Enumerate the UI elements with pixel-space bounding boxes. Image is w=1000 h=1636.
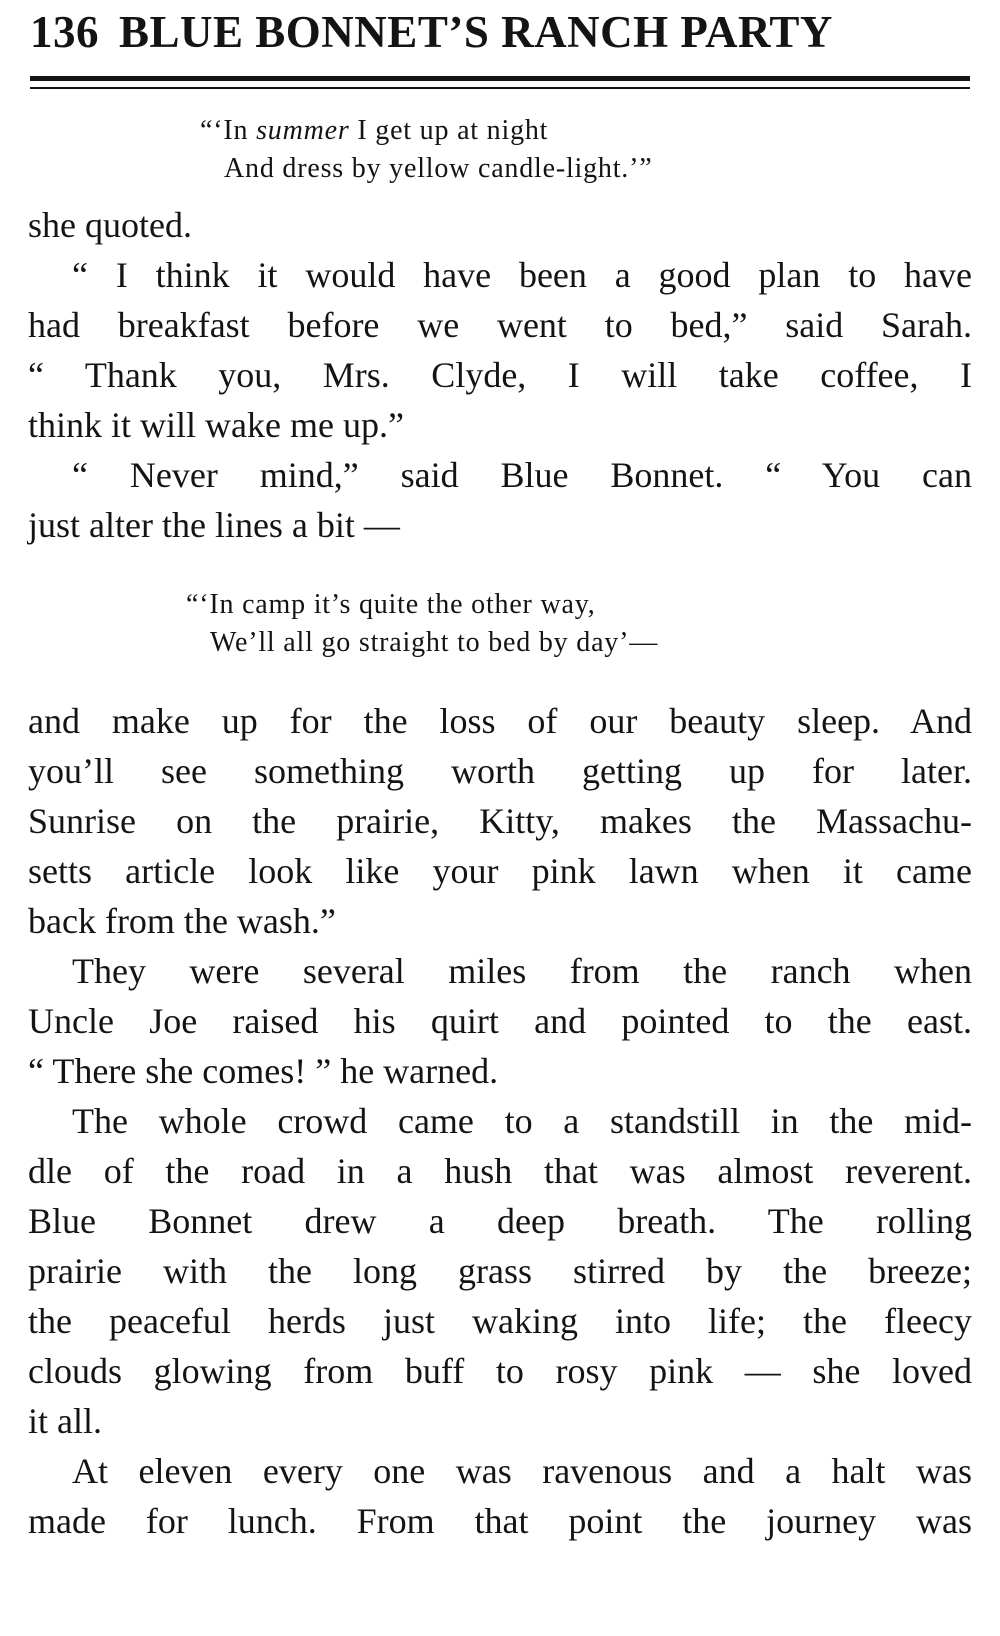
text-line: back from the wash.”: [28, 901, 336, 941]
text-line: Sunrise on the prairie, Kitty, makes the Massachu-: [28, 801, 972, 841]
paragraph-block-1: [28, 200, 972, 550]
text-line: Uncle Joe raised his quirt and pointed to the east.: [28, 1001, 972, 1041]
text-line: clouds glowing from buff to rosy pink — she loved: [28, 1351, 972, 1391]
text-line: setts article look like your pink lawn when it came: [28, 851, 972, 891]
text-line: you’ll see something worth getting up for later.: [28, 751, 972, 791]
text-line: “ There she comes! ” he warned.: [28, 1051, 499, 1091]
page-number: 136: [30, 7, 99, 57]
text-line: the peaceful herds just waking into life; the fleecy: [28, 1301, 972, 1341]
text-line: At eleven every one was ravenous and a halt was: [72, 1451, 972, 1491]
emphasis: summer: [256, 115, 350, 146]
verse-line: “‘In camp it’s quite the other way,: [186, 589, 596, 620]
text-line: “ Thank you, Mrs. Clyde, I will take coffee, I: [28, 355, 972, 395]
header-rule-thick: [30, 76, 970, 81]
verse-line: And dress by yellow candle-light.’”: [224, 153, 653, 184]
verse-quotation-2: [186, 586, 658, 662]
text-line: The whole crowd came to a standstill in the mid-: [72, 1101, 972, 1141]
text-line: had breakfast before we went to bed,” said Sarah.: [28, 305, 972, 345]
text-line: made for lunch. From that point the journey was: [28, 1501, 972, 1541]
running-header: [30, 6, 970, 58]
text-line: it all.: [28, 1401, 102, 1441]
verse-line: “‘In summer I get up at night: [200, 115, 549, 146]
text-line: Blue Bonnet drew a deep breath. The rolling: [28, 1201, 972, 1241]
text-line: dle of the road in a hush that was almost reverent.: [28, 1151, 972, 1191]
text-line: think it will wake me up.”: [28, 405, 404, 445]
text-line: They were several miles from the ranch when: [72, 951, 972, 991]
text-line: prairie with the long grass stirred by the breeze;: [28, 1251, 972, 1291]
paragraph-block-2: [28, 696, 972, 1546]
header-rule-thin: [30, 87, 970, 89]
text-line: she quoted.: [28, 205, 192, 245]
text-line: “ I think it would have been a good plan to have: [72, 255, 972, 295]
verse-quotation-1: [200, 112, 652, 188]
verse-line: We’ll all go straight to bed by day’—: [210, 627, 659, 658]
text-line: and make up for the loss of our beauty sleep. And: [28, 701, 972, 741]
running-title: BLUE BONNET’S RANCH PARTY: [119, 7, 833, 57]
text-line: “ Never mind,” said Blue Bonnet. “ You can: [72, 455, 972, 495]
text-line: just alter the lines a bit —: [28, 505, 400, 545]
